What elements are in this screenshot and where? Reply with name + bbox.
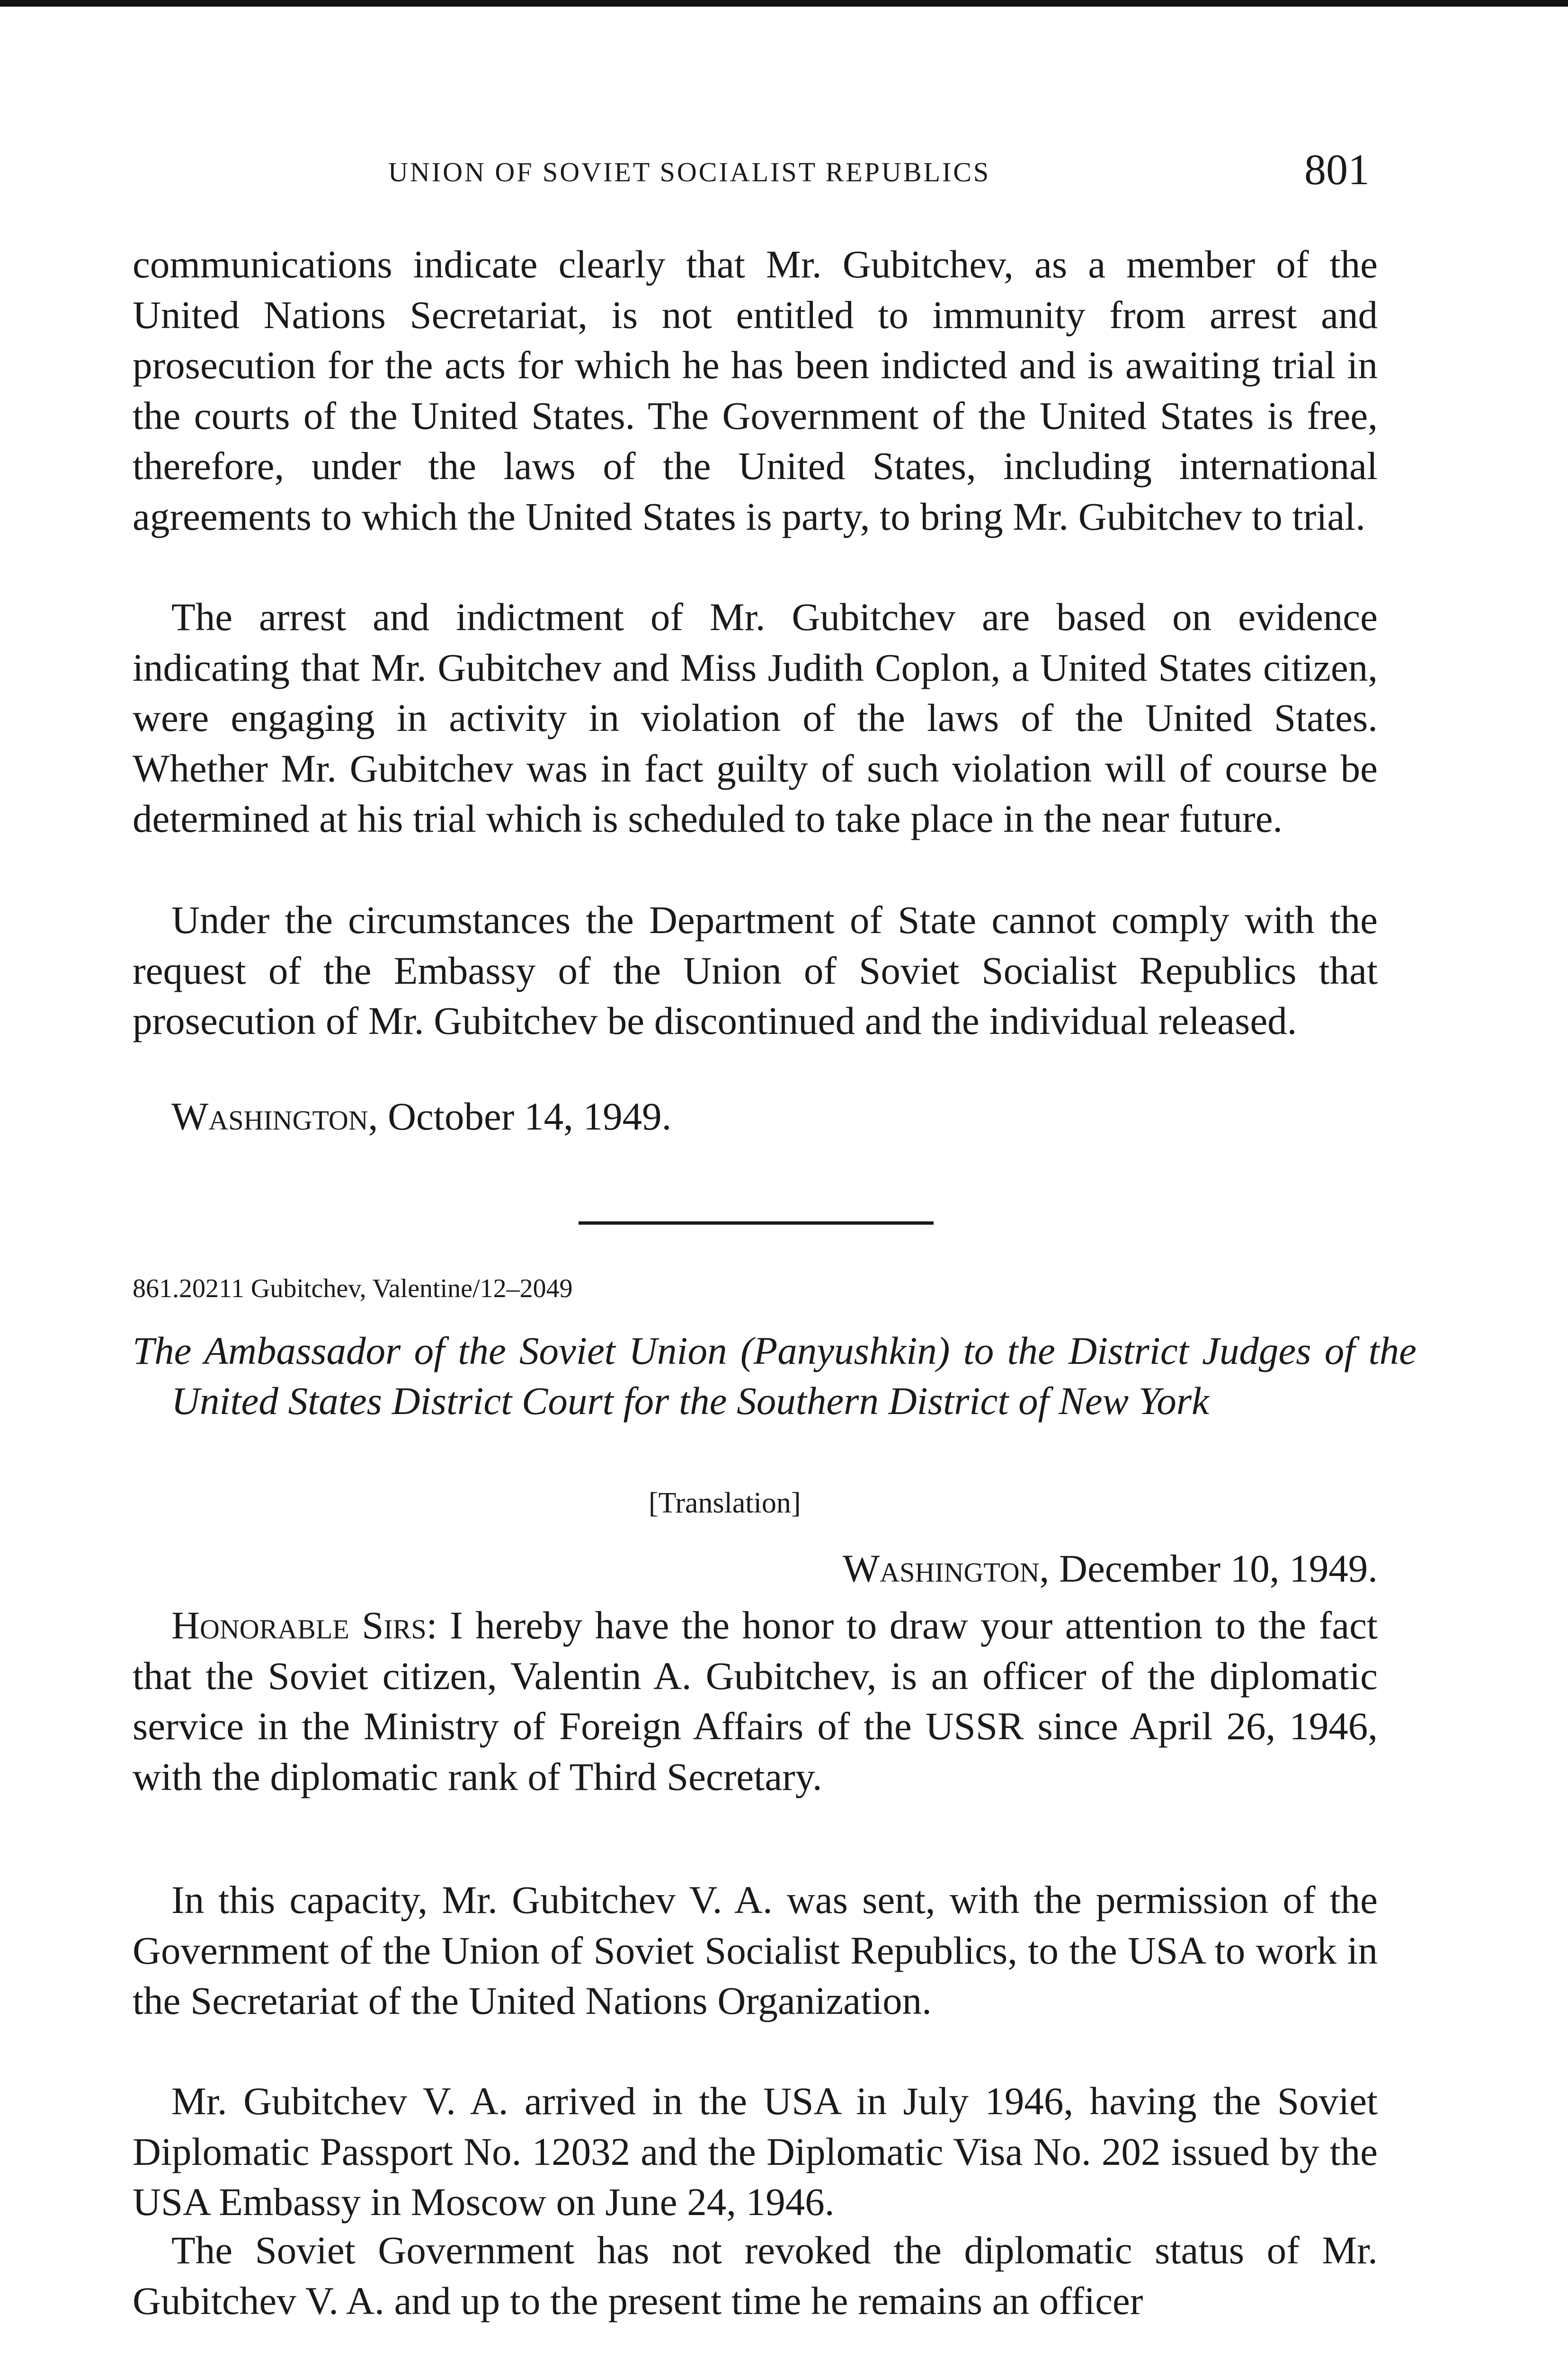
running-head: UNION OF SOVIET SOCIALIST REPUBLICS <box>388 157 991 187</box>
dateline-place: Washington <box>171 1095 368 1138</box>
paragraph-arrest-indictment: The arrest and indictment of Mr. Gubitchev are based on evidence indicating that Mr. Gubitchev and Miss Judith Coplon, a United States citizen, were engaging in activity in violation of the laws of the United States. Whether Mr. Gubitchev was in fact guilty of such violation will of course be determined at his trial which is scheduled to take place in the near future. <box>133 595 1378 840</box>
paragraph-continued: communications indicate clearly that Mr. Gubitchev, as a member of the United Nations Secretariat, is not entitled to immunity from arrest and prosecution for the acts for which he has been indicted and is awaiting trial in the courts of the United States. The Government of the United States is free, therefore, under the laws of the United States, including international agreements to which the United States is party, to bring Mr. Gubitchev to trial. <box>133 242 1378 538</box>
paragraph-circumstances: Under the circumstances the Department of State cannot comply with the request of the Embassy of the Union of Soviet Socialist Republics that prosecution of Mr. Gubitchev be discontinued and the individual released. <box>133 898 1378 1042</box>
paragraph-arrival: Mr. Gubitchev V. A. arrived in the USA in July 1946, having the Soviet Diplomatic Passport No. 12032 and the Diplomatic Visa No. 202 issued by the USA Embassy in Moscow on June 24, 1946. <box>133 2079 1378 2224</box>
dateline-october <box>171 1094 671 1139</box>
top-border-rule <box>0 0 1568 7</box>
dateline-date: , December 10, 1949. <box>1039 1547 1378 1590</box>
section-divider <box>579 1221 934 1225</box>
dateline-december <box>843 1546 1378 1591</box>
paragraph-diplomatic-status: The Soviet Government has not revoked the diplomatic status of Mr. Gubitchev V. A. and up to the present time he remains an officer <box>133 2228 1378 2323</box>
document-title: The Ambassador of the Soviet Union (Panyushkin) to the District Judges of the United States District Court for the Southern District of New York <box>133 1329 1417 1423</box>
dateline-place: Washington <box>842 1547 1040 1590</box>
page-number: 801 <box>1304 145 1370 194</box>
paragraph-capacity: In this capacity, Mr. Gubitchev V. A. was sent, with the permission of the Government of the Union of Soviet Socialist Republics, to the USA to work in the Secretariat of the United Nations Organization. <box>133 1878 1378 2022</box>
salutation-text: : I hereby have the honor to draw your attention to the fact that the Soviet citizen, Valentin A. Gubitchev, is an officer of the diplomatic service in the Ministry of Foreign Affairs of the USSR since April 26, 1946, with the diplomatic rank of Third Secretary. <box>133 1603 1378 1798</box>
translation-note: [Translation] <box>649 1487 801 1519</box>
paragraph-salutation <box>133 1600 1378 1802</box>
dateline-date: , October 14, 1949. <box>368 1095 672 1138</box>
salutation: Honorable Sirs <box>171 1603 427 1647</box>
file-reference: 861.20211 Gubitchev, Valentine/12–2049 <box>133 1274 573 1303</box>
